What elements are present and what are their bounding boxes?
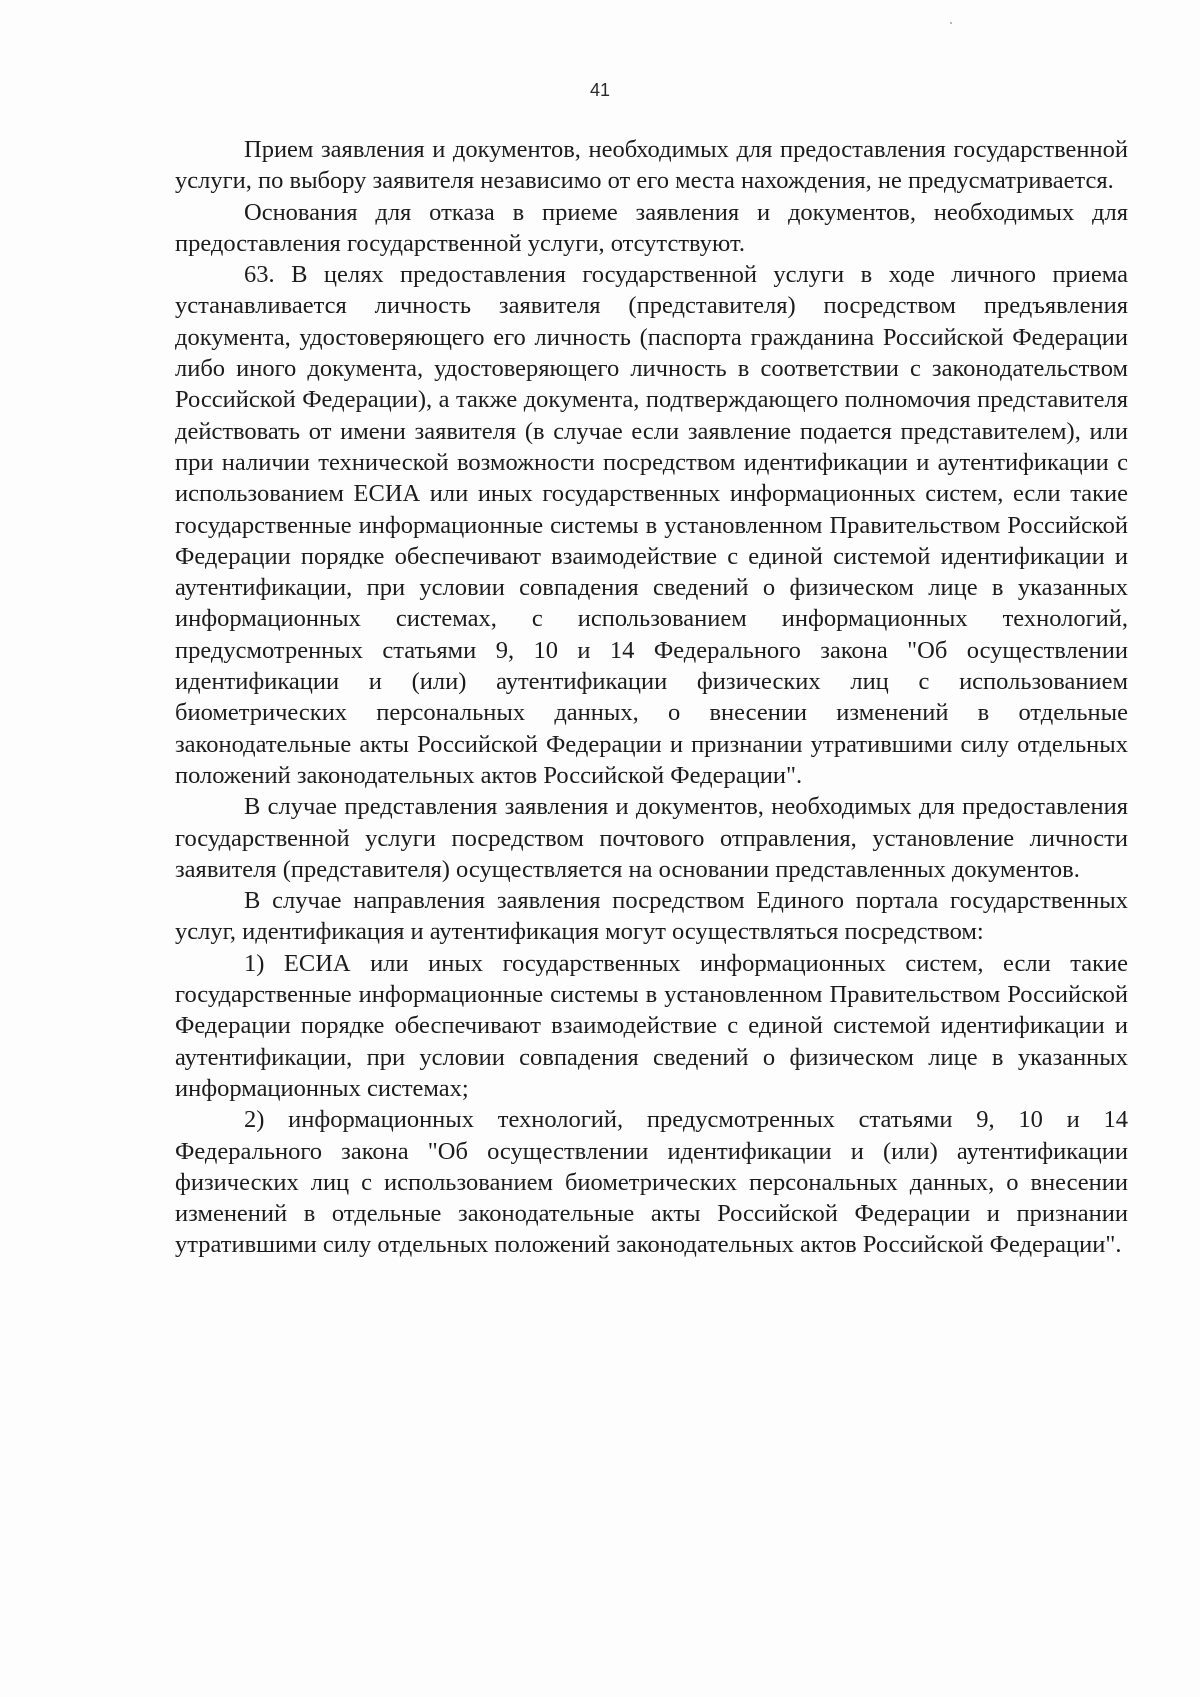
paragraph-item-1-esia: 1) ЕСИА или иных государственных информационных систем, если такие государственные информационные системы в установленном Правительством Российской Федерации порядке обеспечивают взаимодействие с единой системой идентификации и аутентификации, при условии совпадения сведений о физическом лице в указанных информационных системах; <box>175 949 1128 1102</box>
paragraph-item-2-biometrics: 2) информационных технологий, предусмотренных статьями 9, 10 и 14 Федерального закона "Об осуществлении идентификации и (или) аутентификации физических лиц с использованием биометрических персональных данных, о внесении изменений в отдельные законодательные акты Российской Федерации и признании утратившими силу отдельных положений законодательных актов Российской Федерации". <box>175 1106 1128 1259</box>
paragraph-reception-location: Прием заявления и документов, необходимых для предоставления государственной услуги, по выбору заявителя независимо от его места нахождения, не предусматривается. <box>175 136 1128 195</box>
paragraph-postal-submission: В случае представления заявления и документов, необходимых для предоставления государственной услуги посредством почтового отправления, установление личности заявителя (представителя) осуществляется на основании представленных документов. <box>175 793 1128 883</box>
paragraph-portal-submission: В случае направления заявления посредством Единого портала государственных услуг, идентификация и аутентификация могут осуществляться посредством: <box>175 887 1128 946</box>
document-body <box>175 134 1128 1261</box>
paragraph-63-identity: 63. В целях предоставления государственной услуги в ходе личного приема устанавливается личность заявителя (представителя) посредством предъявления документа, удостоверяющего его личность (паспорта гражданина Российской Федерации либо иного документа, удостоверяющего личность в соответствии с законодательством Российской Федерации), а также документа, подтверждающего полномочия представителя действовать от имени заявителя (в случае если заявление подается представителем), или при наличии технической возможности посредством идентификации и аутентификации с использованием ЕСИА или иных государственных информационных систем, если такие государственные информационные системы в установленном Правительством Российской Федерации порядке обеспечивают взаимодействие с единой системой идентификации и аутентификации, при условии совпадения сведений о физическом лице в указанных информационных системах, с использованием информационных технологий, предусмотренных статьями 9, 10 и 14 Федерального закона "Об осуществлении идентификации и (или) аутентификации физических лиц с использованием биометрических персональных данных, о внесении изменений в отдельные законодательные акты Российской Федерации и признании утратившими силу отдельных положений законодательных актов Российской Федерации". <box>175 261 1128 789</box>
paragraph-refusal-grounds: Основания для отказа в приеме заявления и документов, необходимых для предоставления государственной услуги, отсутствуют. <box>175 198 1128 257</box>
scan-speck <box>950 22 952 24</box>
page-number: 41 <box>589 80 611 100</box>
